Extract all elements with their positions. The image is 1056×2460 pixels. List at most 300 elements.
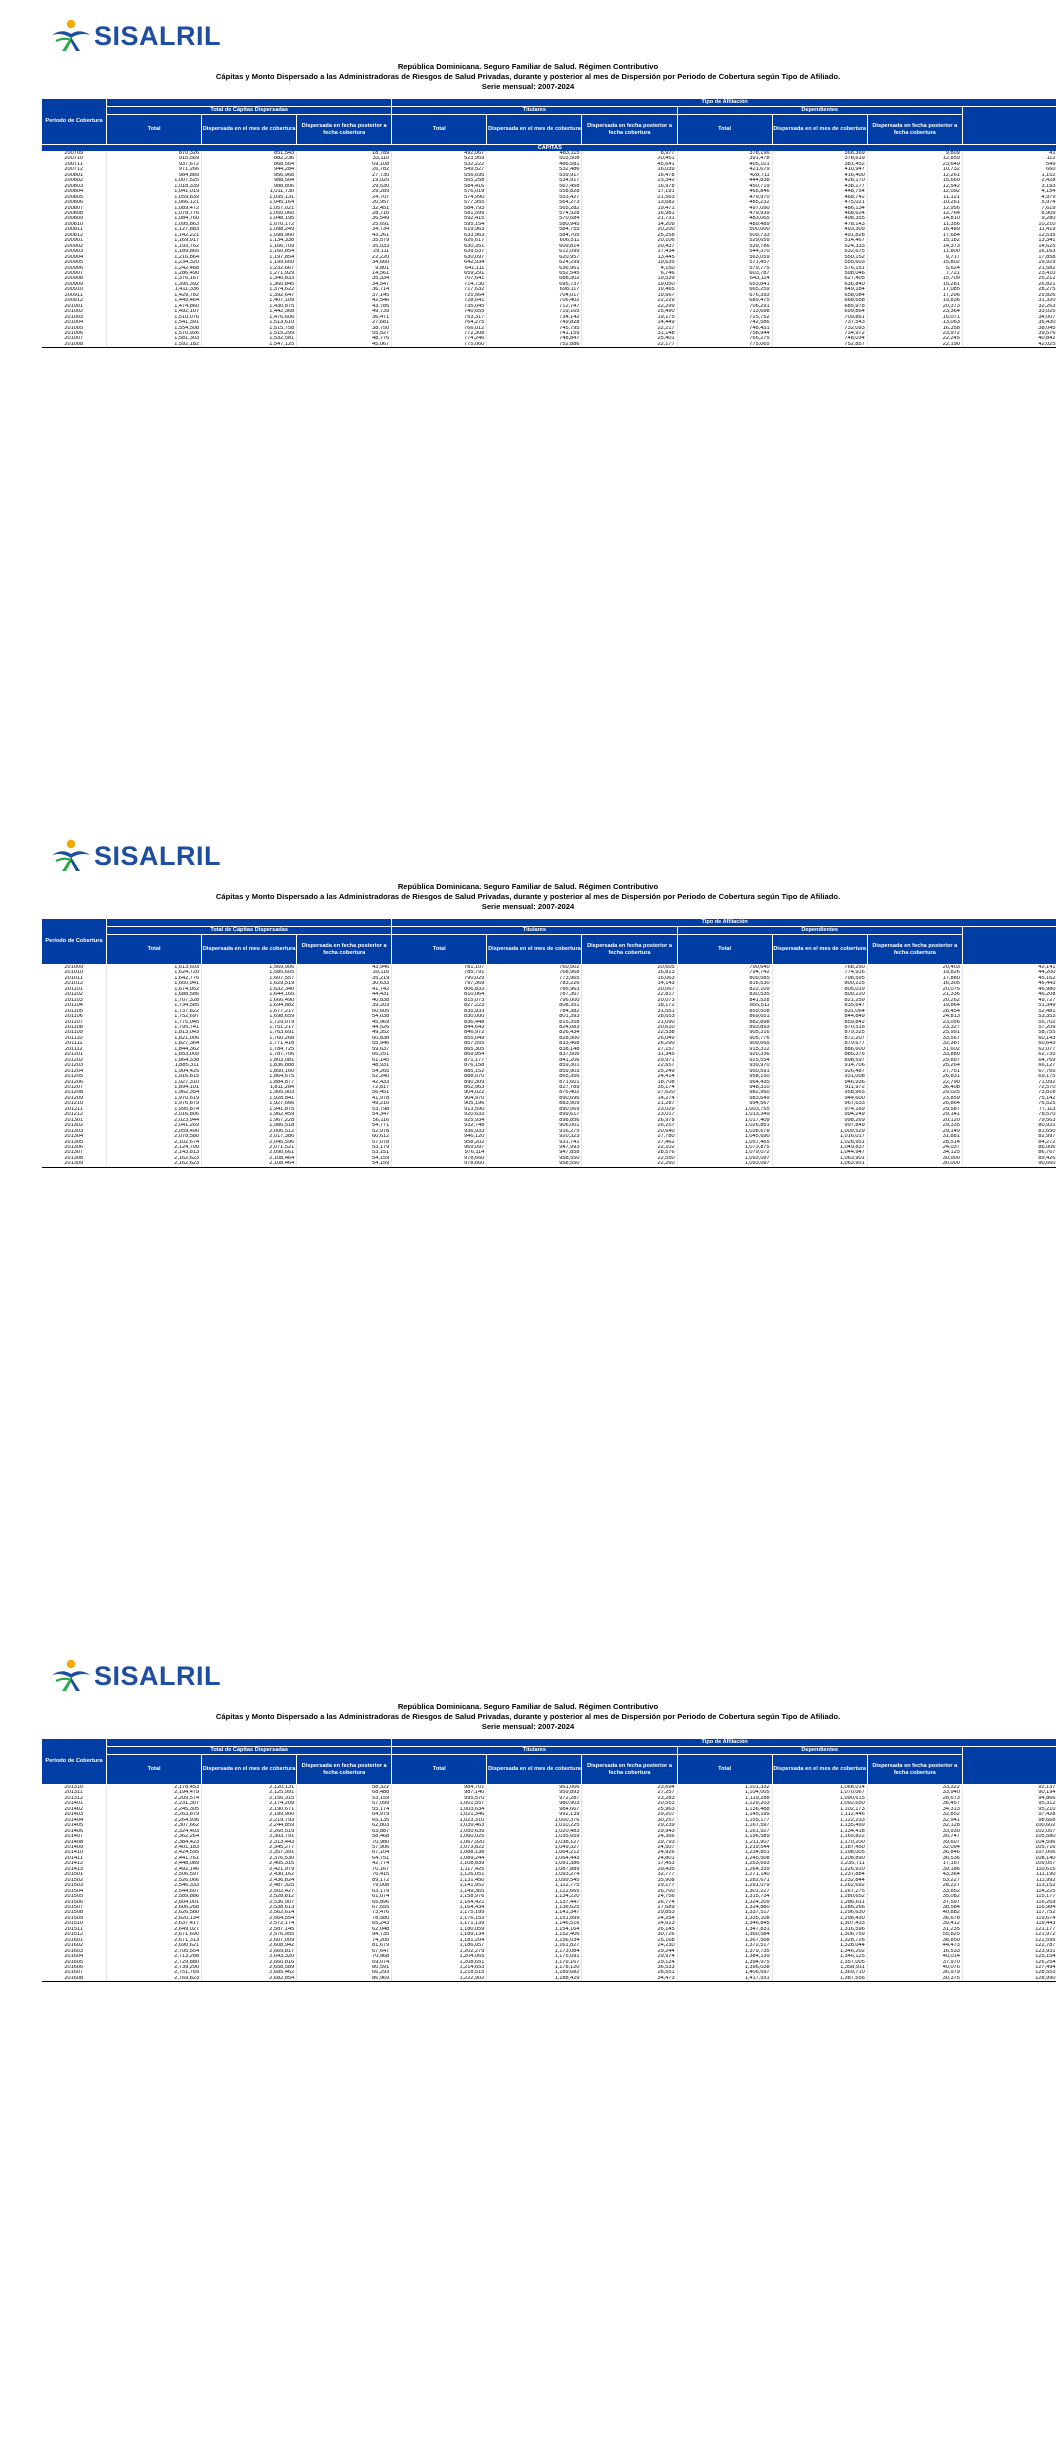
value-cell: 478,143 [772, 222, 867, 227]
value-cell: 1,189,134 [392, 1932, 487, 1937]
value-cell: 2,174,209 [202, 1801, 297, 1806]
value-cell: 1,541,391 [107, 320, 202, 325]
periodo-cell: 201110 [42, 1036, 107, 1041]
value-cell: 32,263 [962, 304, 1056, 309]
value-cell: 1,131,450 [392, 1878, 487, 1883]
periodo-cell: 201501 [42, 1872, 107, 1877]
value-cell: 524,333 [772, 244, 867, 249]
value-cell: 835,647 [772, 1003, 867, 1008]
value-cell: 31,320 [962, 298, 1056, 303]
value-cell: 1,624,720 [107, 970, 202, 975]
value-cell: 612,099 [487, 249, 582, 254]
value-cell: 1,136,488 [677, 1807, 772, 1812]
periodo-cell: 201007 [42, 336, 107, 341]
value-cell: 31,235 [867, 1927, 962, 1932]
value-cell: 1,492,107 [107, 309, 202, 314]
value-cell: 1,011,730 [202, 189, 297, 194]
value-cell: 2,448,089 [107, 1861, 202, 1866]
value-cell: 944,600 [772, 1096, 867, 1101]
value-cell: 946,120 [392, 1134, 487, 1139]
value-cell: 1,476,606 [202, 315, 297, 320]
value-cell: 1,360,845 [202, 282, 297, 287]
value-cell: 1,161,827 [487, 1943, 582, 1948]
value-cell: 448,754 [772, 189, 867, 194]
value-cell: 898,597 [772, 1058, 867, 1063]
value-cell: 2,125,991 [202, 1790, 297, 1795]
value-cell: 595,154 [392, 222, 487, 227]
value-cell: 1,093,097 [677, 1161, 772, 1167]
value-cell: 23,364 [867, 309, 962, 314]
periodo-cell: 200803 [42, 184, 107, 189]
periodo-cell: 200906 [42, 266, 107, 271]
value-cell: 12,859 [867, 156, 962, 161]
posterior-col-header: Dispersada en fecha posterior a fecha cobertura [297, 935, 392, 965]
value-cell: 879,677 [772, 1041, 867, 1046]
value-cell: 1,267,275 [772, 1889, 867, 1894]
value-cell: 33,880 [867, 1052, 962, 1057]
periodo-cell: 201503 [42, 1883, 107, 1888]
col-periodo-header: Periodo de Cobertura [42, 99, 107, 145]
value-cell: 55,174 [297, 1807, 392, 1812]
value-cell: 987,140 [392, 1790, 487, 1795]
value-cell: 806,833 [392, 987, 487, 992]
value-cell: 584,793 [392, 206, 487, 211]
value-cell: 658,084 [772, 293, 867, 298]
value-cell: 1,666,490 [202, 998, 297, 1003]
value-cell: 53,151 [297, 1150, 392, 1155]
value-cell: 760,502 [487, 965, 582, 971]
value-cell: 21,336 [867, 992, 962, 997]
value-cell: 22,260 [582, 1161, 677, 1167]
value-cell: 1,208,890 [772, 1856, 867, 1861]
value-cell: 81,679 [297, 1943, 392, 1948]
value-cell: 29,435 [582, 1867, 677, 1872]
value-cell: 1,396,038 [677, 1965, 772, 1970]
extra-col-header [962, 107, 1056, 145]
periodo-cell: 201012 [42, 981, 107, 986]
value-cell: 35,334 [297, 276, 392, 281]
report-series: Serie mensual: 2007-2024 [0, 82, 1056, 92]
value-cell: 27,730 [297, 173, 392, 178]
table-row [42, 1161, 1056, 1167]
value-cell: 1,324,880 [677, 1905, 772, 1910]
value-cell: 1,337,517 [677, 1910, 772, 1915]
posterior-col-header: Dispersada en fecha posterior a fecha cobertura [297, 1755, 392, 1785]
value-cell: 946,936 [772, 1080, 867, 1085]
value-cell: 660 [962, 167, 1056, 172]
value-cell: 17,880 [867, 976, 962, 981]
value-cell: 39,607 [867, 1840, 962, 1845]
value-cell: 18,708 [582, 1080, 677, 1085]
value-cell: 34,734 [297, 227, 392, 232]
value-cell: 956,968 [202, 173, 297, 178]
value-cell: 108,140 [962, 1856, 1056, 1861]
value-cell: 53,798 [297, 1107, 392, 1112]
value-cell: 80,591 [297, 1965, 392, 1970]
value-cell: 580,945 [487, 222, 582, 227]
value-cell: 31,551 [582, 1009, 677, 1014]
posterior-col-header: Dispersada en fecha posterior a fecha cobertura [867, 1755, 962, 1785]
value-cell: 1,087,889 [487, 1867, 582, 1872]
value-cell: 995,570 [392, 1796, 487, 1801]
value-cell: 1,904,425 [107, 1069, 202, 1074]
periodo-cell: 200711 [42, 162, 107, 167]
value-cell: 905,196 [392, 1101, 487, 1106]
value-cell: 1,885,311 [107, 1063, 202, 1068]
value-cell: 36,471 [297, 315, 392, 320]
value-cell: 26,145 [582, 1927, 677, 1932]
value-cell: 781,107 [392, 965, 487, 971]
value-cell: 45,969 [297, 1020, 392, 1025]
value-cell: 1,007,525 [107, 178, 202, 183]
value-cell: 1,592,182 [107, 342, 202, 348]
value-cell: 1,407,109 [202, 298, 297, 303]
report-page [0, 820, 1056, 1640]
logo-text: SISALRIL [94, 21, 221, 52]
value-cell: 1,569,906 [202, 965, 297, 971]
total-capitas-header: Total de Cápitas Dispersadas [107, 927, 392, 935]
value-cell: 1,057,465 [677, 1140, 772, 1145]
value-cell: 1,367,568 [677, 1938, 772, 1943]
value-cell: 931,741 [487, 1140, 582, 1145]
value-cell: 104,596 [962, 1840, 1056, 1845]
value-cell: 14,449 [582, 320, 677, 325]
value-cell: 70,167 [297, 1867, 392, 1872]
value-cell: 1,009,529 [772, 1129, 867, 1134]
value-cell: 53,159 [297, 1796, 392, 1801]
value-cell: 745,795 [487, 326, 582, 331]
value-cell: 532,675 [772, 249, 867, 254]
value-cell: 906,001 [487, 1123, 582, 1128]
value-cell: 29,239 [582, 1823, 677, 1828]
value-cell: 1,038,127 [487, 1840, 582, 1845]
value-cell: 22,245 [867, 336, 962, 341]
periodo-cell: 201312 [42, 1796, 107, 1801]
value-cell: 1,827,364 [107, 1041, 202, 1046]
value-cell: 29,124 [582, 1960, 677, 1965]
value-cell: 17,434 [582, 249, 677, 254]
value-cell: 1,864,338 [107, 1058, 202, 1063]
value-cell: 1,660,941 [107, 981, 202, 986]
value-cell: 1,164,421 [392, 1900, 487, 1905]
value-cell: 20,403 [867, 965, 962, 971]
table-row [42, 342, 1056, 348]
value-cell: 22,657 [582, 1063, 677, 1068]
value-cell: 1,095,863 [107, 222, 202, 227]
value-cell: 2,536,907 [202, 1900, 297, 1905]
periodo-cell: 201304 [42, 1134, 107, 1139]
value-cell: 2,345,277 [202, 1845, 297, 1850]
value-cell: 1,180,059 [392, 1927, 487, 1932]
report-page [0, 1640, 1056, 2460]
value-cell: 24,707 [297, 195, 392, 200]
value-cell: 82,997 [962, 1134, 1056, 1139]
periodo-cell: 201407 [42, 1834, 107, 1839]
value-cell: 1,166,709 [202, 244, 297, 249]
value-cell: 859,301 [487, 1063, 582, 1068]
value-cell: 23,694 [582, 1785, 677, 1791]
value-cell: 794,742 [677, 970, 772, 975]
value-cell: 1,045,164 [202, 200, 297, 205]
value-cell: 550,152 [772, 255, 867, 260]
value-cell: 55,527 [297, 331, 392, 336]
value-cell: 982,960 [677, 1090, 772, 1095]
value-cell: 2,023,944 [107, 1118, 202, 1123]
value-cell: 14,810 [867, 216, 962, 221]
periodo-cell: 201101 [42, 987, 107, 992]
value-cell: 1,629,519 [202, 981, 297, 986]
value-cell: 10,261 [867, 200, 962, 205]
value-cell: 796,000 [487, 998, 582, 1003]
value-cell: 1,347,831 [677, 1927, 772, 1932]
value-cell: 2,421,979 [202, 1867, 297, 1872]
value-cell: 1,853,009 [107, 1052, 202, 1057]
value-cell: 1,752,697 [107, 1014, 202, 1019]
value-cell: 31,345 [582, 1052, 677, 1057]
value-cell: 23,972 [867, 331, 962, 336]
value-cell: 25,401 [582, 336, 677, 341]
value-cell: 78,580 [297, 1916, 392, 1921]
value-cell: 92,137 [962, 1785, 1056, 1791]
value-cell: 529,659 [677, 238, 772, 243]
value-cell: 450,719 [677, 184, 772, 189]
value-cell: 1,099,545 [487, 1878, 582, 1883]
value-cell: 2,041,269 [107, 1123, 202, 1128]
value-cell: 1,176,153 [392, 1916, 487, 1921]
value-cell: 60,838 [297, 1036, 392, 1041]
value-cell: 111,190 [962, 1872, 1056, 1877]
value-cell: 735,045 [392, 304, 487, 309]
periodo-cell: 201608 [42, 1976, 107, 1982]
value-cell: 27,780 [582, 1134, 677, 1139]
value-cell: 125,154 [962, 1954, 1056, 1959]
value-cell: 774,916 [772, 970, 867, 975]
value-cell: 20,106 [582, 238, 677, 243]
value-cell: 19,567 [582, 293, 677, 298]
col-periodo-header: Periodo de Cobertura [42, 1739, 107, 1785]
value-cell: 835,933 [392, 1009, 487, 1014]
value-cell: 2,156,315 [202, 1796, 297, 1801]
value-cell: 29,853 [582, 1910, 677, 1915]
value-cell: 29,793 [582, 1840, 677, 1845]
value-cell: 2,604,001 [107, 1900, 202, 1905]
value-cell: 14,561 [297, 271, 392, 276]
value-cell: 1,707,328 [107, 998, 202, 1003]
value-cell: 479,970 [677, 195, 772, 200]
value-cell: 639,537 [392, 249, 487, 254]
value-cell: 984,889 [107, 173, 202, 178]
value-cell: 12,092 [867, 189, 962, 194]
value-cell: 1,864,675 [202, 1074, 297, 1079]
periodo-cell: 200808 [42, 211, 107, 216]
value-cell: 1,155,177 [677, 1818, 772, 1823]
value-cell: 1,242,468 [107, 266, 202, 271]
value-cell: 2,190,671 [202, 1807, 297, 1812]
value-cell: 9,280 [962, 216, 1056, 221]
value-cell: 544,370 [677, 249, 772, 254]
periodo-cell: 200909 [42, 282, 107, 287]
value-cell: 67,765 [962, 1069, 1056, 1074]
value-cell: 485,232 [677, 200, 772, 205]
value-cell: 2,324,403 [107, 1829, 202, 1834]
value-cell: 1,208,651 [392, 1960, 487, 1965]
value-cell: 28,514 [867, 1140, 962, 1145]
value-cell: 532,222 [392, 162, 487, 167]
total-col-header: Total [677, 1755, 772, 1785]
value-cell: 70,968 [297, 1954, 392, 1959]
periodo-cell: 201307 [42, 1150, 107, 1155]
value-cell: 1,784,725 [202, 1047, 297, 1052]
value-cell: 1,995,874 [107, 1107, 202, 1112]
periodo-cell: 200907 [42, 271, 107, 276]
total-col-header: Total [677, 115, 772, 145]
value-cell: 2,124,700 [107, 1145, 202, 1150]
value-cell: 998,269 [772, 1118, 867, 1123]
periodo-cell: 201308 [42, 1156, 107, 1161]
value-cell: 1,613,603 [107, 965, 202, 971]
value-cell: 808,351 [487, 1003, 582, 1008]
value-cell: 1,088,138 [392, 1850, 487, 1855]
value-cell: 107,006 [962, 1850, 1056, 1855]
value-cell: 1,154,164 [487, 1927, 582, 1932]
value-cell: 35,033 [297, 244, 392, 249]
value-cell: 1,035,659 [487, 1834, 582, 1839]
value-cell: 1,164,434 [392, 1905, 487, 1910]
posterior-col-header: Dispersada en fecha posterior a fecha cobertura [867, 115, 962, 145]
periodo-cell: 201601 [42, 1938, 107, 1943]
value-cell: 2,538,613 [202, 1905, 297, 1910]
value-cell: 20,120 [867, 1118, 962, 1123]
value-cell: 2,162,623 [107, 1161, 202, 1167]
value-cell: 9,717 [867, 255, 962, 260]
value-cell: 428,170 [772, 178, 867, 183]
value-cell: 31,148 [582, 331, 677, 336]
value-cell: 79,008 [297, 1883, 392, 1888]
value-cell: 35,174 [582, 1085, 677, 1090]
value-cell: 676,393 [677, 293, 772, 298]
value-cell: 1,102,173 [772, 1807, 867, 1812]
value-cell: 113,152 [962, 1883, 1056, 1888]
value-cell: 27,157 [582, 1047, 677, 1052]
total-col-header: Total [392, 935, 487, 965]
tipo-afiliacion-header: Tipo de Afiliación [392, 919, 1056, 927]
periodo-cell: 200805 [42, 195, 107, 200]
value-cell: 636,840 [772, 282, 867, 287]
value-cell: 1,196,589 [677, 1834, 772, 1839]
value-cell: 2,671,690 [107, 1932, 202, 1937]
value-cell: 606,511 [487, 238, 582, 243]
value-cell: 25,691 [297, 222, 392, 227]
value-cell: 1,286,490 [107, 271, 202, 276]
value-cell: 58,755 [962, 1030, 1056, 1035]
value-cell: 90,660 [962, 1161, 1056, 1167]
value-cell: 69,074 [297, 1960, 392, 1965]
value-cell: 24,801 [582, 1856, 677, 1861]
tipo-afiliacion-header: Tipo de Afiliación [392, 99, 1056, 107]
value-cell: 40,076 [867, 1965, 962, 1970]
logo-text: SISALRIL [94, 841, 221, 872]
value-cell: 30,375 [867, 1976, 962, 1982]
value-cell: 752,857 [772, 342, 867, 348]
value-cell: 980,903 [487, 1801, 582, 1806]
value-cell: 20,073 [582, 998, 677, 1003]
periodo-cell: 201507 [42, 1905, 107, 1910]
value-cell: 539,917 [487, 173, 582, 178]
value-cell: 1,137,447 [487, 1900, 582, 1905]
value-cell: 1,298,430 [772, 1916, 867, 1921]
posterior-col-header: Dispersada en fecha posterior a fecha cobertura [582, 935, 677, 965]
value-cell: 1,674,052 [107, 987, 202, 992]
value-cell: 576,151 [772, 266, 867, 271]
value-cell: 1,091,386 [487, 1861, 582, 1866]
value-cell: 26,782 [297, 167, 392, 172]
value-cell: 1,020,483 [487, 1829, 582, 1834]
value-cell: 112 [962, 156, 1056, 161]
value-cell: 1,000,376 [487, 1818, 582, 1823]
value-cell: 64,769 [962, 1058, 1056, 1063]
value-cell: 800,225 [772, 981, 867, 986]
periodo-cell: 201505 [42, 1894, 107, 1899]
value-cell: 1,101,332 [677, 1785, 772, 1791]
value-cell: 1,098,249 [202, 227, 297, 232]
value-cell: 872,207 [772, 1036, 867, 1041]
value-cell: 1,067,920 [392, 1840, 487, 1845]
value-cell: 20,075 [867, 987, 962, 992]
value-cell: 2,637,417 [107, 1921, 202, 1926]
value-cell: 766,012 [392, 326, 487, 331]
value-cell: 1,394,975 [677, 1960, 772, 1965]
value-cell: 23,056 [867, 1020, 962, 1025]
value-cell: 33,940 [867, 1790, 962, 1795]
value-cell: 2,564,554 [202, 1916, 297, 1921]
value-cell: 1,189,682 [487, 1970, 582, 1975]
periodo-cell: 201508 [42, 1910, 107, 1915]
value-cell: 12,535 [962, 233, 1056, 238]
total-col-header: Total [107, 115, 202, 145]
value-cell: 30,633 [297, 981, 392, 986]
value-cell: 2,102,674 [107, 1140, 202, 1145]
value-cell: 1,063,901 [772, 1156, 867, 1161]
value-cell: 1,532,581 [202, 336, 297, 341]
value-cell: 20,373 [867, 304, 962, 309]
sisalril-logo-icon [50, 1658, 92, 1694]
value-cell: 30,747 [867, 1834, 962, 1839]
value-cell: 775,065 [677, 342, 772, 348]
value-cell: 905,316 [677, 1030, 772, 1035]
dependientes-header: Dependientes [677, 107, 962, 115]
value-cell: 79,563 [962, 1118, 1056, 1123]
periodo-cell: 200809 [42, 216, 107, 221]
value-cell: 43,785 [297, 304, 392, 309]
value-cell: 1,430,875 [202, 304, 297, 309]
value-cell: 66,127 [962, 1063, 1056, 1068]
periodo-cell: 200802 [42, 178, 107, 183]
value-cell: 719,165 [487, 309, 582, 314]
periodo-cell: 201202 [42, 1058, 107, 1063]
value-cell: 1,360,584 [677, 1932, 772, 1937]
value-cell: 32,777 [582, 1872, 677, 1877]
value-cell: 2,690,621 [107, 1943, 202, 1948]
value-cell: 1,161,927 [677, 1829, 772, 1834]
value-cell: 741,159 [487, 331, 582, 336]
value-cell: 19,826 [867, 970, 962, 975]
value-cell: 1,346,202 [772, 1949, 867, 1954]
value-cell: 2,313,443 [202, 1840, 297, 1845]
value-cell: 844,849 [772, 1014, 867, 1019]
value-cell: 1,632,340 [202, 987, 297, 992]
value-cell: 1,554,508 [107, 326, 202, 331]
value-cell: 25,168 [582, 1938, 677, 1943]
